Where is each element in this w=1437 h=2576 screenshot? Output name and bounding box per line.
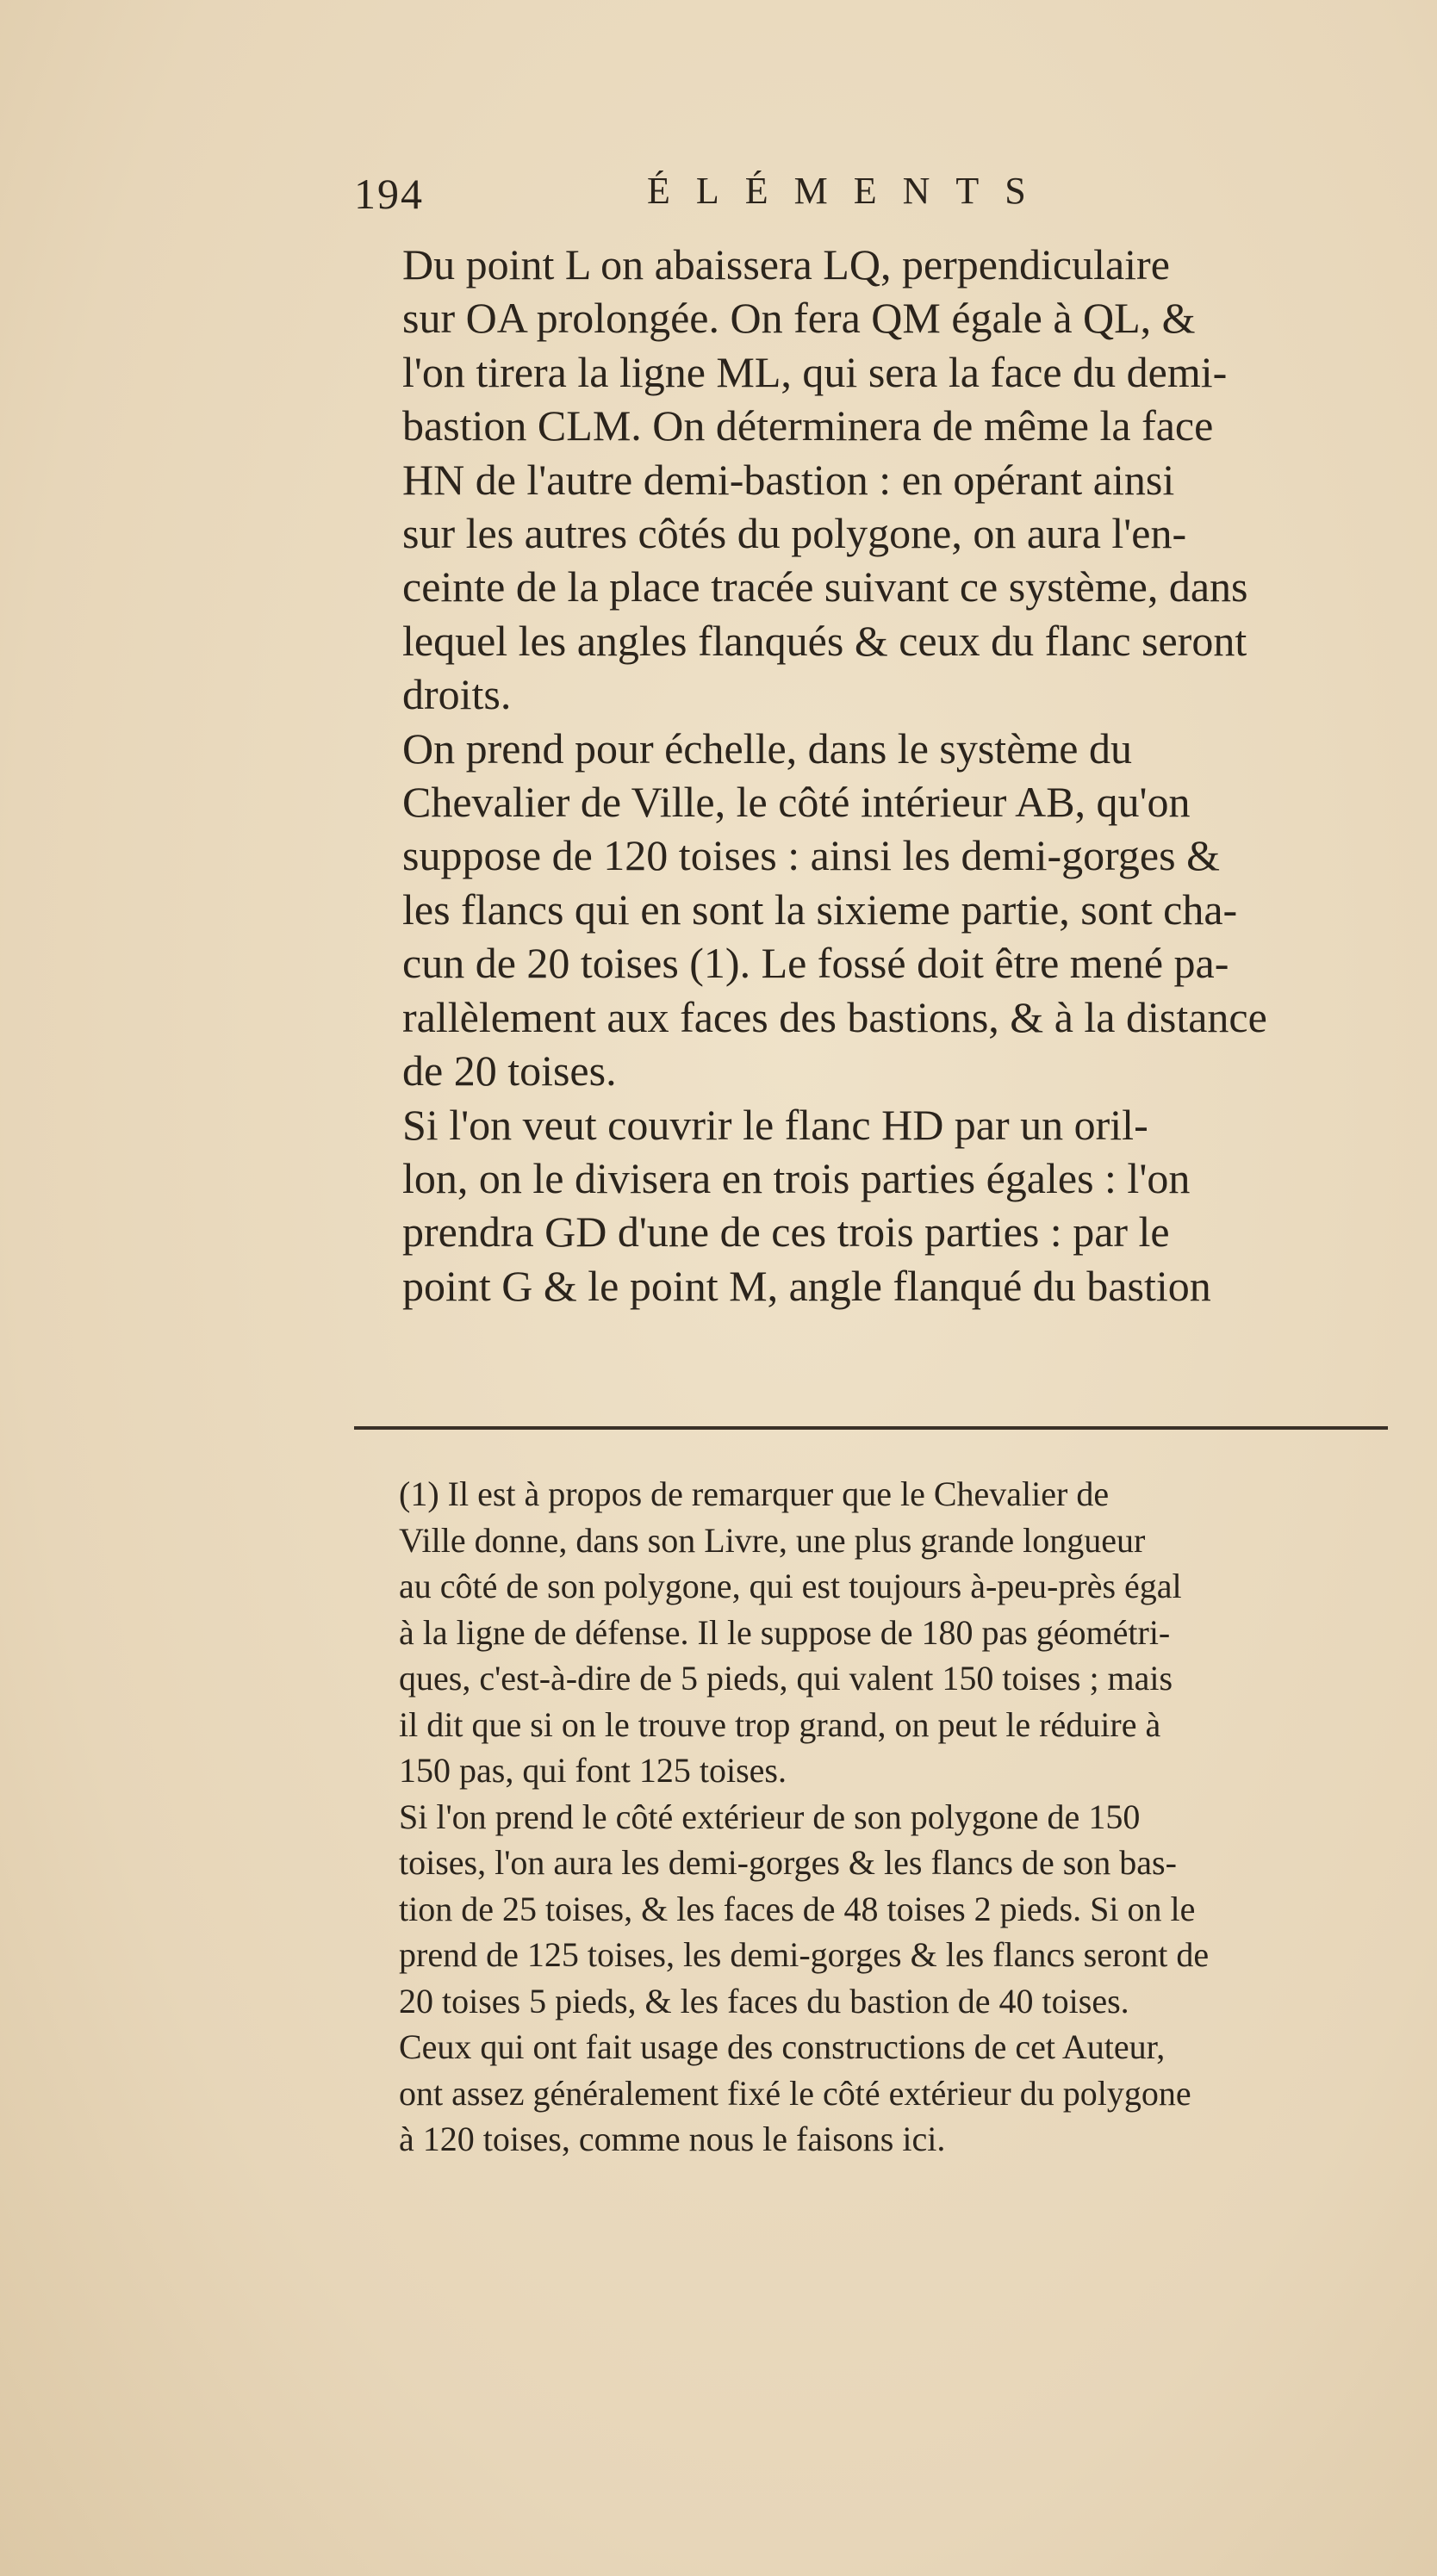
text-line: suppose de 120 toises : ainsi les demi-gorges &: [402, 831, 1220, 880]
paragraph: [354, 238, 1414, 722]
page-number: 194: [354, 170, 424, 218]
footnote-line: au côté de son polygone, qui est toujours à-peu-près égal: [399, 1567, 1182, 1605]
footnote-paragraph: [354, 2024, 1388, 2163]
footnote-line: prend de 125 toises, les demi-gorges & les flancs seront de: [399, 1935, 1210, 1974]
paragraph: [354, 722, 1414, 1098]
text-line: ceinte de la place tracée suivant ce système, dans: [402, 562, 1248, 611]
text-line: de 20 toises.: [402, 1046, 617, 1096]
footnote-paragraph: [354, 1471, 1388, 1794]
text-line: Chevalier de Ville, le côté intérieur AB, qu'on: [402, 778, 1191, 827]
footnote-line: à 120 toises, comme nous le faisons ici.: [399, 2120, 946, 2158]
main-text: [354, 238, 1414, 1313]
text-line: lon, on le divisera en trois parties égales : l'on: [402, 1153, 1191, 1202]
paragraph: [354, 1098, 1414, 1313]
footnote-paragraph: [354, 1794, 1388, 2025]
footnote-line: à la ligne de défense. Il le suppose de 180 pas géométri-: [399, 1612, 1171, 1652]
text-line: Du point L on abaissera LQ, perpendiculaire: [402, 240, 1170, 289]
running-title: ÉLÉMENTS: [647, 170, 1052, 212]
footnote-line: (1) Il est à propos de remarquer que le Chevalier de: [399, 1474, 1110, 1513]
footnote-line: 150 pas, qui font 125 toises.: [399, 1751, 787, 1790]
footnote-line: ont assez généralement fixé le côté extérieur du polygone: [399, 2073, 1191, 2113]
text-line: Si l'on veut couvrir le flanc HD par un oril-: [402, 1100, 1148, 1149]
text-line: On prend pour échelle, dans le système du: [402, 723, 1132, 773]
footnote-line: 20 toises 5 pieds, & les faces du bastion de 40 toises.: [399, 1981, 1129, 2020]
text-line: point G & le point M, angle flanqué du bastion: [402, 1261, 1211, 1310]
text-line: lequel les angles flanqués & ceux du flanc seront: [402, 616, 1247, 665]
footnote-line: ques, c'est-à-dire de 5 pieds, qui valent 150 toises ; mais: [399, 1659, 1173, 1698]
footnote-line: tion de 25 toises, & les faces de 48 toises 2 pieds. Si on le: [399, 1889, 1196, 1928]
text-line: HN de l'autre demi-bastion : en opérant ainsi: [402, 455, 1175, 504]
text-line: les flancs qui en sont la sixieme partie, sont cha-: [402, 885, 1238, 934]
text-line: prendra GD d'une de ces trois parties : par le: [402, 1207, 1170, 1257]
text-line: droits.: [402, 670, 512, 719]
text-line: l'on tirera la ligne ML, qui sera la face du demi-: [402, 347, 1228, 396]
page-header: [354, 169, 1422, 238]
footnote-line: Si l'on prend le côté extérieur de son polygone de 150: [399, 1797, 1141, 1836]
footnote-separator-rule: [354, 1426, 1388, 1430]
text-line: rallèlement aux faces des bastions, & à la distance: [402, 992, 1267, 1041]
text-line: bastion CLM. On déterminera de même la face: [402, 401, 1214, 450]
footnote-line: Ceux qui ont fait usage des constructions de cet Auteur,: [399, 2027, 1166, 2066]
text-line: cun de 20 toises (1). Le fossé doit être mené pa-: [402, 939, 1229, 988]
text-line: sur OA prolongée. On fera QM égale à QL, &: [402, 294, 1196, 343]
footnote-line: Ville donne, dans son Livre, une plus grande longueur: [399, 1520, 1146, 1560]
footnotes: [354, 1471, 1388, 2163]
footnote-line: toises, l'on aura les demi-gorges & les flancs de son bas-: [399, 1843, 1177, 1882]
footnote-line: il dit que si on le trouve trop grand, on peut le réduire à: [399, 1704, 1161, 1744]
text-line: sur les autres côtés du polygone, on aura l'en-: [402, 509, 1187, 558]
